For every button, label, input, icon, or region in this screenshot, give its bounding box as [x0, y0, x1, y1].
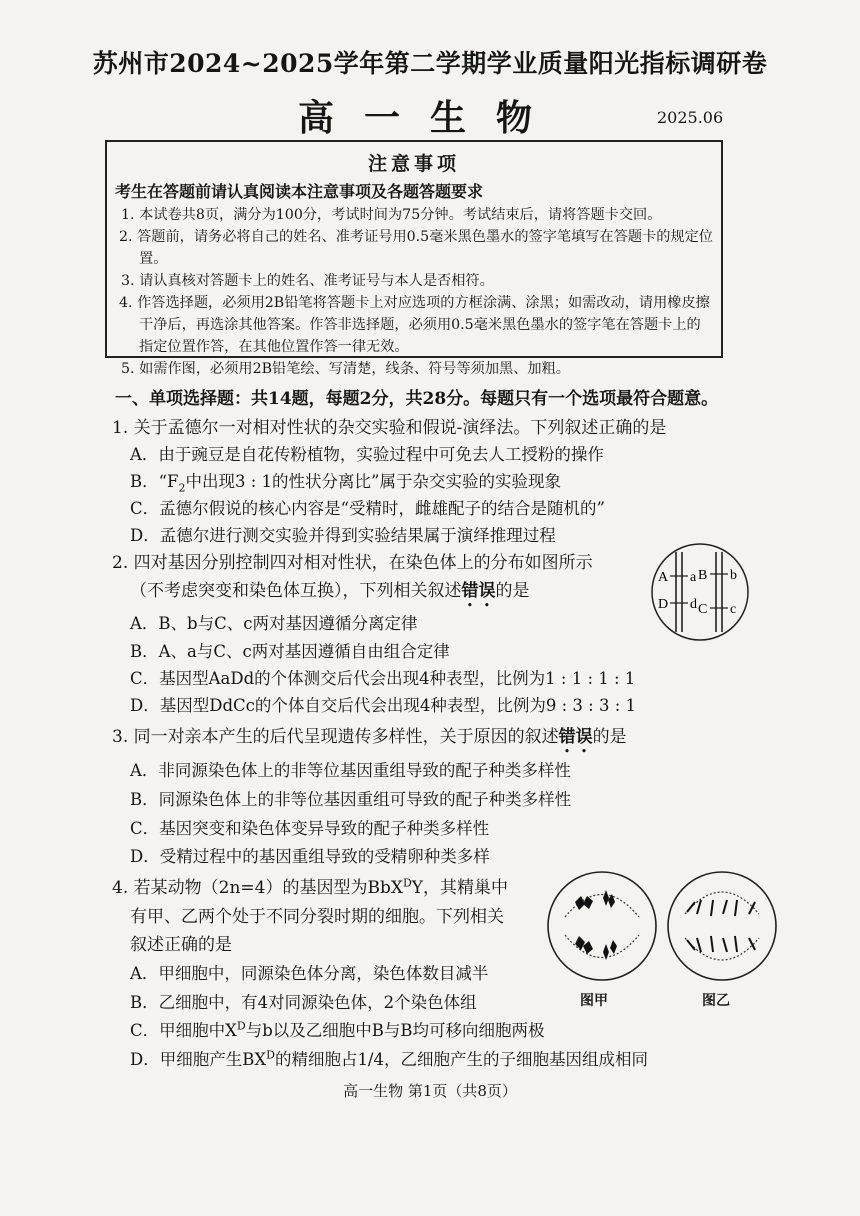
q2-option-c: C．基因型AaDd的个体测交后代会出现4种表型，比例为1 : 1 : 1 : 1 — [130, 669, 636, 688]
gene-label: C — [698, 602, 708, 617]
gene-label: c — [730, 602, 737, 617]
question-1-stem: 1. 关于孟德尔一对相对性状的杂交实验和假说-演绎法。下列叙述正确的是 — [112, 418, 667, 438]
gene-label: b — [730, 568, 737, 583]
q4-option-a: A．甲细胞中，同源染色体分离，染色体数目减半 — [130, 964, 489, 983]
q4-d-text2: 的精细胞占1/4，乙细胞产生的子细胞基因组成相同 — [274, 1050, 648, 1069]
page-footer: 高一生物 第1页（共8页） — [343, 1082, 517, 1100]
gene-label: D — [658, 597, 669, 612]
notice-num: 2. — [119, 229, 133, 245]
q1-option-a: A．由于豌豆是自花传粉植物，实验过程中可免去人工授粉的操作 — [130, 445, 604, 464]
question-4-stem-line3: 叙述正确的是 — [130, 935, 232, 955]
q2-option-d: D．基因型DdCc的个体自交后代会出现4种表型，比例为9 : 3 : 3 : 1 — [130, 696, 637, 715]
q4-option-d — [130, 1046, 648, 1070]
notice-item — [119, 204, 713, 226]
q4-d-sup: D — [266, 1048, 275, 1062]
exam-date: 2025.06 — [657, 108, 724, 127]
notice-box — [105, 140, 723, 377]
q2-text: （不考虑突变和染色体互换），下列相关叙述 — [130, 581, 462, 601]
q2-option-b: B．A、a与C、c两对基因遵循自由组合定律 — [130, 642, 450, 661]
q1-b-text: B．“F — [130, 472, 179, 491]
q3-option-a: A．非同源染色体上的非等位基因重组导致的配子种类多样性 — [130, 761, 571, 780]
notice-num: 1. — [121, 207, 135, 223]
notice-subtitle: 考生在答题前请认真阅读本注意事项及各题答题要求 — [115, 182, 484, 201]
exam-title: 苏州市2024~2025学年第二学期学业质量阳光指标调研卷 — [92, 49, 768, 78]
q3-text2: 的是 — [592, 727, 627, 747]
q4-c-text2: 与b以及乙细胞中B与B均可移向细胞两极 — [245, 1021, 545, 1040]
figure-caption-jia: 图甲 — [580, 993, 608, 1009]
q1-option-d: D．孟德尔进行测交实验并得到实验结果属于演绎推理过程 — [130, 526, 556, 545]
q1-option-b — [130, 468, 561, 494]
notice-item — [119, 292, 713, 358]
q3-option-c: C．基因突变和染色体变异导致的配子种类多样性 — [130, 819, 490, 838]
notice-text: 本试卷共8页，满分为100分，考试时间为75分钟。考试结束后，请将答题卡交回。 — [139, 207, 662, 223]
notice-num: 5. — [121, 361, 135, 377]
q4-text: 4. 若某动物（2n=4）的基因型为BbX — [112, 878, 403, 898]
q1-b-sub: 2 — [178, 481, 186, 495]
question-3-stem — [112, 722, 627, 757]
q2-option-a: A．B、b与C、c两对基因遵循分离定律 — [130, 614, 418, 633]
question-2-stem-line1: 2. 四对基因分别控制四对相对性状，在染色体上的分布如图所示 — [112, 553, 593, 573]
q4-option-b: B．乙细胞中，有4对同源染色体，2个染色体组 — [130, 993, 477, 1012]
q3-text: 3. 同一对亲本产生的后代呈现遗传多样性，关于原因的叙述 — [112, 727, 559, 747]
q4-sup: D — [402, 876, 412, 890]
question-4-stem-line1 — [112, 873, 508, 898]
gene-label: A — [658, 570, 669, 585]
question-2-stem-line2 — [130, 576, 530, 611]
notice-item — [119, 358, 713, 380]
gene-label: d — [690, 597, 697, 612]
q2-emphasis: 错误 — [461, 581, 496, 601]
subject-title: 高一生物 — [297, 97, 562, 139]
notice-text: 请认真核对答题卡上的姓名、准考证号与本人是否相符。 — [139, 273, 494, 289]
q4-d-text: D．甲细胞产生BX — [130, 1050, 267, 1069]
cell-figure-jia — [545, 862, 660, 990]
q3-option-b: B．同源染色体上的非等位基因重组可导致的配子种类多样性 — [130, 790, 572, 809]
q3-option-d: D．受精过程中的基因重组导致的受精卵种类多样 — [130, 847, 490, 866]
notice-text: 如需作图，必须用2B铅笔绘、写清楚，线条、符号等须加黑、加粗。 — [139, 361, 570, 377]
gene-label: a — [690, 570, 697, 585]
q4-c-text: C．甲细胞中X — [130, 1021, 237, 1040]
notice-text: 作答选择题，必须用2B铅笔将答题卡上对应选项的方框涂满、涂黑；如需改动，请用橡皮擦干净后，再选涂其他答案。作答非选择题，必须用0.5毫米黑色墨水的签字笔在答题卡上的指定位置作答，在其他位置作答一律无效。 — [137, 295, 710, 355]
notice-item — [119, 270, 713, 292]
notice-num: 3. — [121, 273, 135, 289]
gene-label: B — [698, 568, 708, 583]
q1-b-text2: 中出现3 : 1的性状分离比”属于杂交实验的实验现象 — [185, 472, 561, 491]
q4-option-c — [130, 1017, 545, 1041]
q4-text2: Y，其精巢中 — [411, 878, 508, 898]
notice-title: 注意事项 — [367, 153, 460, 175]
notice-item — [119, 226, 713, 270]
figure-caption-yi: 图乙 — [702, 993, 730, 1009]
chromosome-figure — [628, 540, 773, 644]
cell-figure-yi — [665, 862, 780, 990]
q4-c-sup: D — [236, 1019, 246, 1033]
notice-num: 4. — [119, 295, 133, 311]
q2-text2: 的是 — [495, 581, 530, 601]
q3-emphasis: 错误 — [558, 727, 593, 747]
section-heading: 一、单项选择题：共14题，每题2分，共28分。每题只有一个选项最符合题意。 — [115, 389, 719, 409]
notice-text: 答题前，请务必将自己的姓名、准考证号用0.5毫米黑色墨水的签字笔填写在答题卡的规定位置。 — [137, 229, 713, 267]
q1-option-c: C．孟德尔假说的核心内容是“受精时，雌雄配子的结合是随机的” — [130, 499, 605, 518]
question-4-stem-line2: 有甲、乙两个处于不同分裂时期的细胞。下列相关 — [130, 907, 504, 927]
